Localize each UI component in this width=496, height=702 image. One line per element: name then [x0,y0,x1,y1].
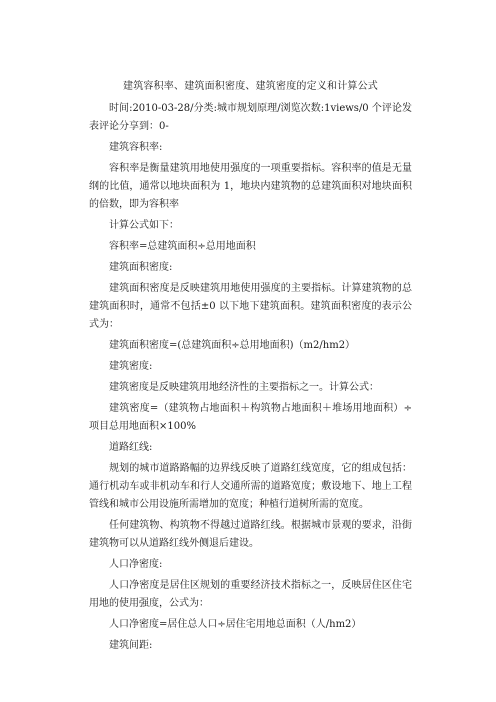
heading-road-red-line: 道路红线: [109,442,153,453]
plot-ratio-formula: 容积率=总建筑面积÷总用地面积 [109,241,256,252]
plot-ratio-definition: 容积率是衡量建筑用地使用强度的一项重要指标。容积率的值是无量纲的比值，通常以地块面积为 1，地块内建筑物的总建筑面积对地块面积的倍数，即为容积率 [89,163,412,210]
floor-area-density-definition: 建筑面积密度是反映建筑用地使用强度的主要指标。计算建筑物的总建筑面积时，通常不包括±0 以下地下建筑面积。建筑面积密度的表示公式为： [89,283,412,330]
meta-line: 时间:2010-03-28/分类:城市规划原理/浏览次数:1views/0 个评论发表评论分享到：0- [89,103,412,132]
road-red-line-definition: 规划的城市道路路幅的边界线反映了道路红线宽度，它的组成包括：通行机动车或非机动车和行人交通所需的道路宽度；敷设地下、地上工程管线和城市公用设施所需增加的宽度；种植行道树所需的宽度。 [89,463,412,510]
heading-building-spacing: 建筑间距: [109,640,153,651]
document-title: 建筑容积率、建筑面积密度、建筑密度的定义和计算公式 [123,81,378,92]
net-population-density-definition: 人口净密度是居住区规划的重要经济技术指标之一，反映居住区住宅用地的使用强度，公式为： [89,580,412,609]
heading-plot-ratio: 建筑容积率: [109,142,163,153]
net-population-density-formula: 人口净密度=居住总人口÷居住宅用地总面积（人/hm2） [109,619,362,630]
heading-building-density: 建筑密度: [109,361,153,372]
road-red-line-rule: 任何建筑物、构筑物不得越过道路红线。根据城市景观的要求，沿街建筑物可以从道路红线外侧退后建设。 [89,520,412,549]
floor-area-density-formula: 建筑面积密度=(总建筑面积÷总用地面积)（m2/hm2） [109,340,356,351]
building-density-definition: 建筑密度是反映建筑用地经济性的主要指标之一。计算公式： [109,382,379,393]
formula-intro: 计算公式如下： [109,220,179,231]
building-density-formula: 建筑密度=（建筑物占地面积＋构筑物占地面积＋堆场用地面积）÷项目总用地面积×100% [89,403,412,432]
heading-net-population-density: 人口净密度: [109,559,163,570]
heading-floor-area-density: 建筑面积密度: [109,262,173,273]
